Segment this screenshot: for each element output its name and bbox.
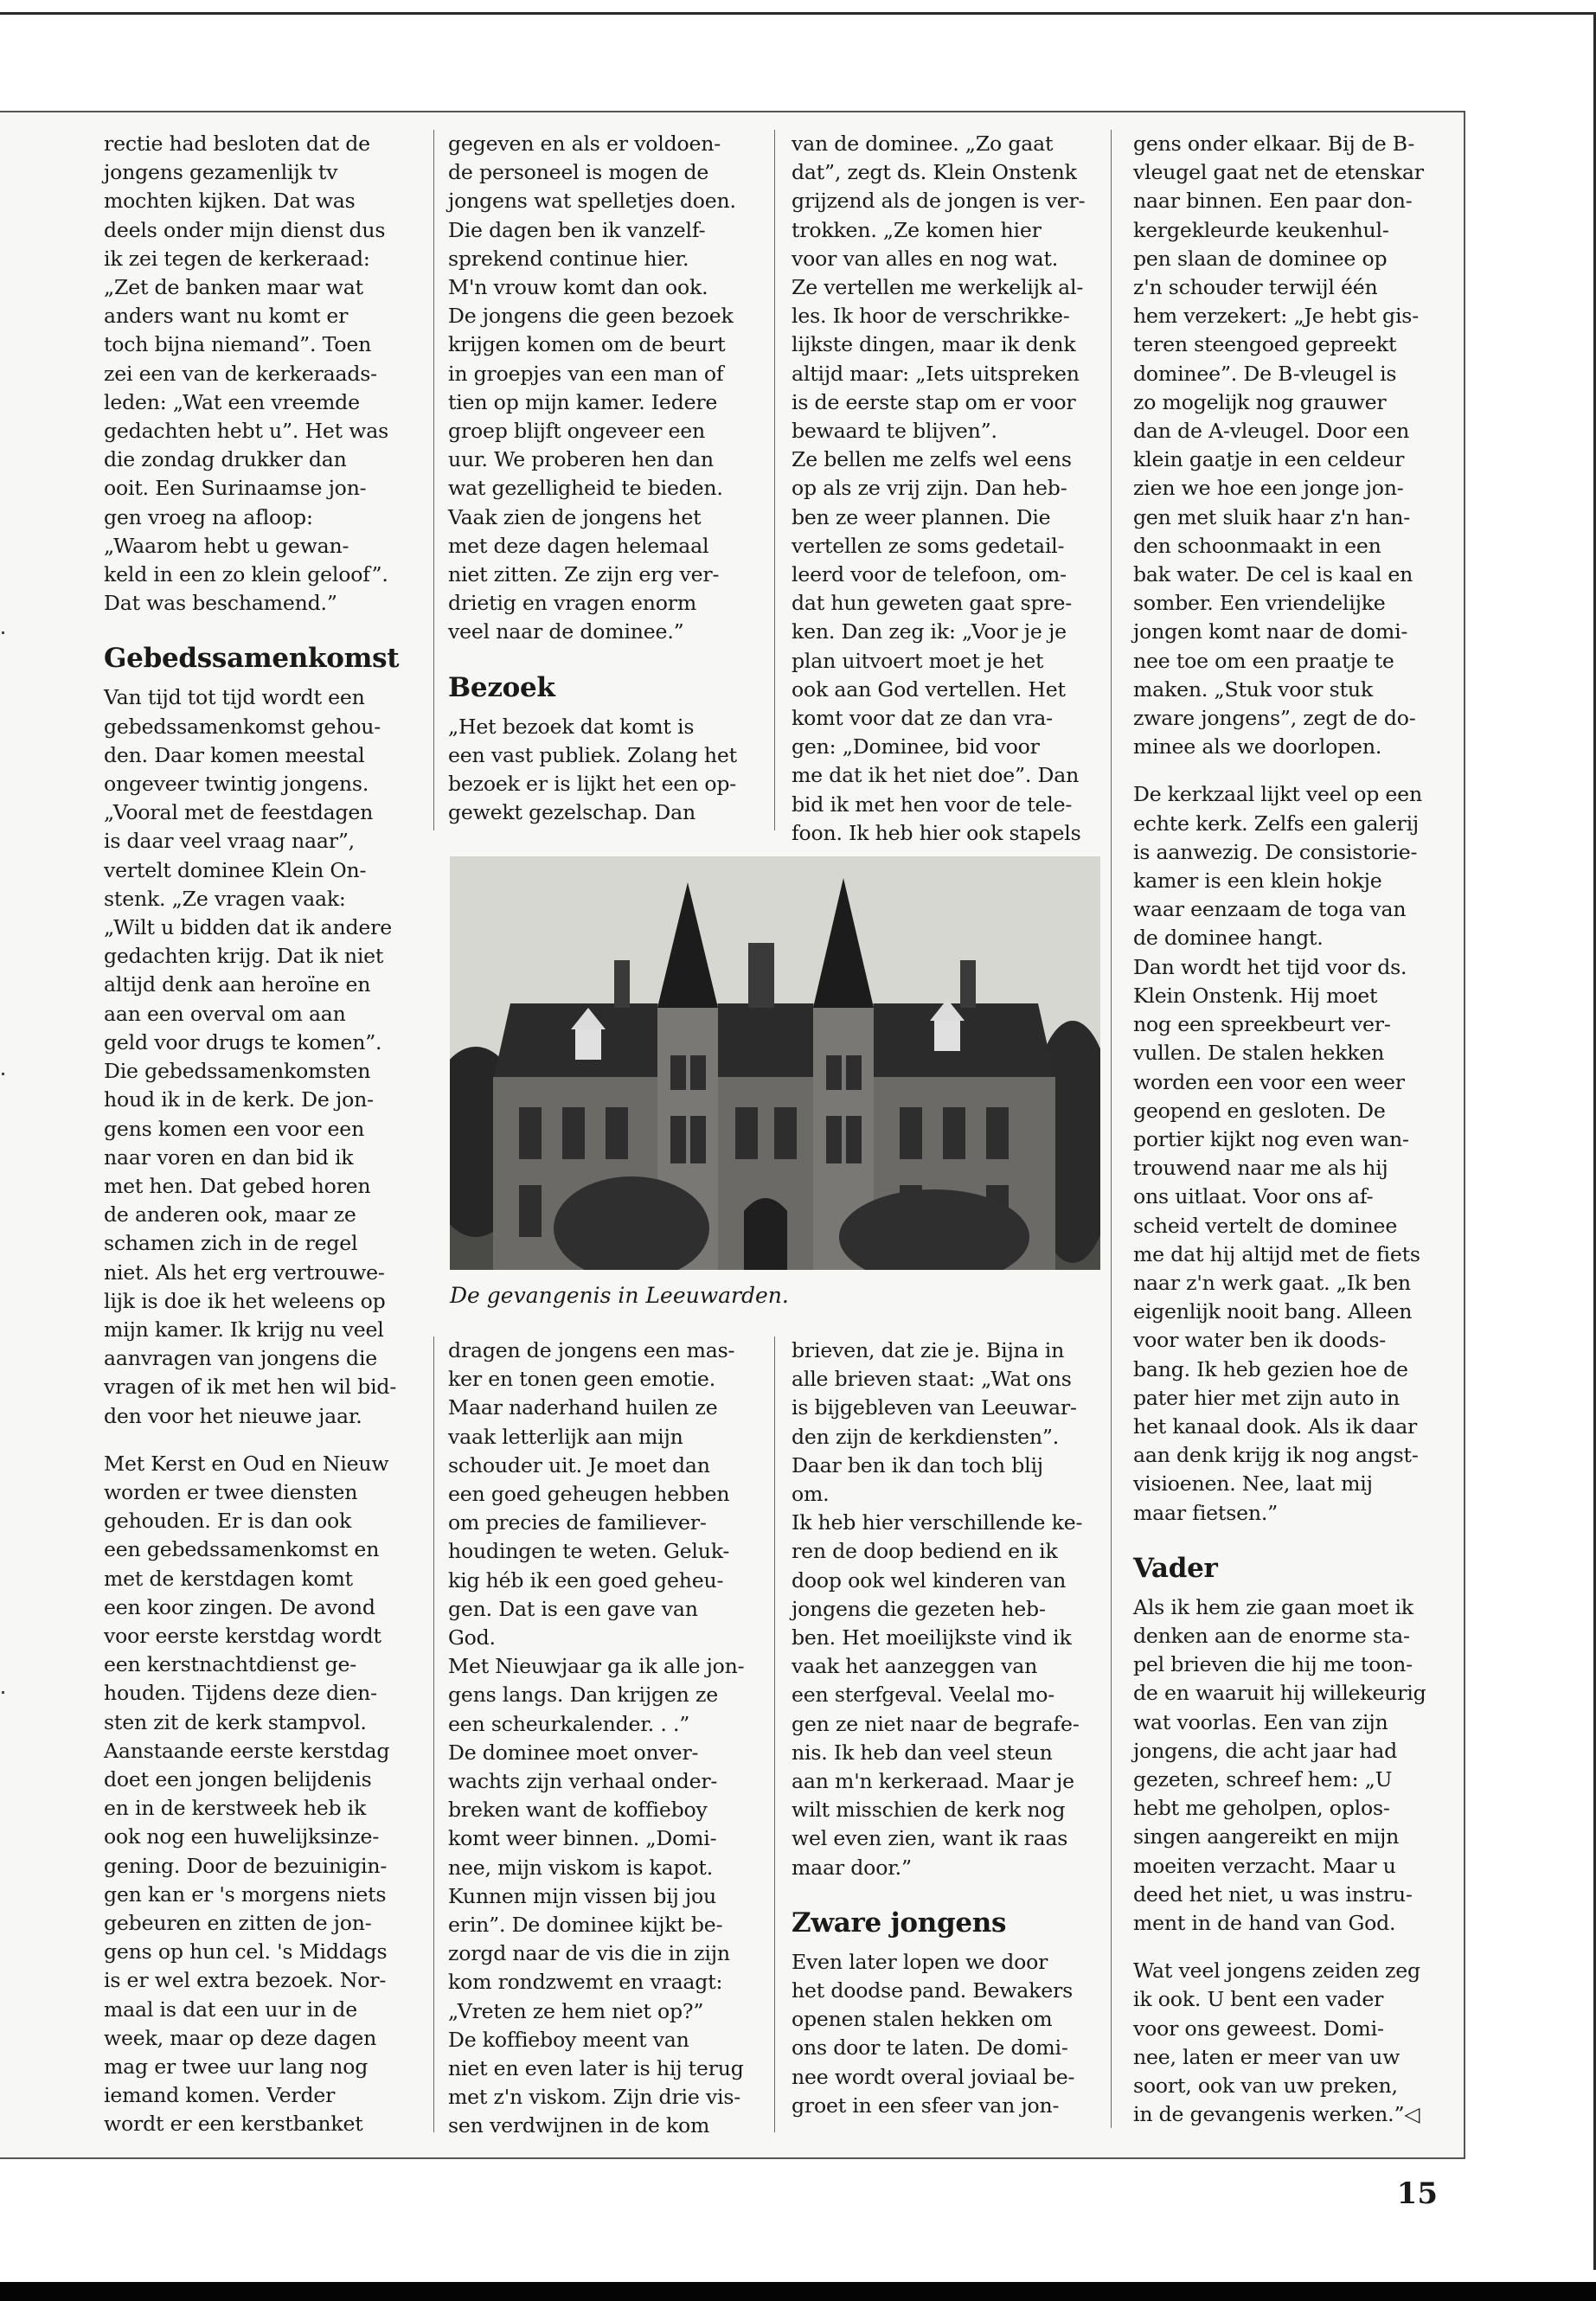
paragraph: Van tijd tot tijd wordt een gebedssamenkomst gehou- den. Daar komen meestal ongeveer twintig jongens. „Vooral met de feestdagen is daar veel vraag naar”, vertelt dominee Klein On- stenk. „Ze vragen vaak: „Wilt u bidden dat ik andere gedachten krijg. Dat ik niet altijd denk aan heroïne en aan een overval om aan geld voor drugs te komen”. Die gebedssamenkomsten houd ik in de kerk. De jon- gens komen een voor een naar voren en dan bid ik met hen. Dat gebed horen de anderen ook, maar ze schamen zich in de regel niet. Als het erg vertrouwe- lijk is doe ik het weleens op mijn kamer. Ik krijg nu veel aanvragen van jongens die vragen of ik met hen wil bid- den voor het nieuwe jaar. — [104, 685, 397, 1428]
paragraph: gegeven en als er voldoen- de personeel is mogen de jongens wat spelletjes doen. Die dagen ben ik vanzelf- sprekend continue hier. M'n vrouw komt dan ook. De jongens die geen bezoek krijgen komen om de beurt in groepjes van een man of tien op mijn kamer. Iedere groep blijft ongeveer een uur. We proberen hen dan wat gezelligheid te bieden. Vaak zien de jongens het met deze dagen helemaal niet zitten. Ze zijn erg ver- drietig en vragen enorm veel naar de dominee.” — [448, 131, 736, 644]
page-number: 15 — [1396, 2176, 1438, 2211]
paragraph: dragen de jongens een mas- ker en tonen geen emotie. Maar naderhand huilen ze vaak letterlijk aan mijn schouder uit. Je moet dan een goed geheugen hebben om precies de familiever- houdingen te weten. Geluk- kig héb ik een goed geheu- gen. Dat is een gave van God. Met Nieuwjaar ga ik alle jon- gens langs. Dan krijgen ze een scheurkalender. . .” De dominee moet onver- wachts zijn verhaal onder- breken want de koffieboy komt weer binnen. „Domi- nee, mijn viskom is kapot. Kunnen mijn vissen bij jou erin”. De dominee kijkt be- zorgd naar de vis die in zijn kom rondzwemt en vraagt: „Vreten ze hem niet op?” De koffieboy meent van niet en even later is hij terug met z'n viskom. Zijn drie vis- sen verdwijnen in de kom — [448, 1338, 745, 2138]
article-column-1 — [104, 130, 424, 2139]
end-mark-icon: ◁ — [1404, 2102, 1420, 2127]
paragraph-text: Wat veel jongens zeiden zeg ik ook. U bent een vader voor ons geweest. Domi- nee, laten er meer van uw soort, ook van uw preken, in de gevangenis werken.” — [1133, 1958, 1420, 2127]
paragraph: rectie had besloten dat de jongens gezamenlijk tv mochten kijken. Dat was deels onder mijn dienst dus ik zei tegen de kerkeraad: „Zet de banken maar wat anders want nu komt er toch bijna niemand”. Toen zei een van de kerkeraads- leden: „Wat een vreemde gedachten hebt u”. Het was die zondag drukker dan ooit. Een Surinaamse jon- gen vroeg na afloop: „Waarom hebt u gewan- keld in een zo klein geloof”. Dat was beschamend.” — [104, 131, 388, 616]
paragraph: gens onder elkaar. Bij de B- vleugel gaat net de etenskar naar binnen. Een paar don- kergekleurde keukenhul- pen slaan de dominee op z'n schouder terwijl één hem verzekert: „Je hebt gis- teren steengoed gepreekt dominee”. De B-vleugel is zo mogelijk nog grauwer dan de A-vleugel. Door een klein gaatje in een celdeur zien we hoe een jonge jon- gen met sluik haar z'n han- den schoonmaakt in een bak water. De cel is kaal en somber. Een vriendelijke jongen komt naar de domi- nee toe om een praatje te maken. „Stuk voor stuk zware jongens”, zegt de do- minee als we doorlopen. — [1133, 131, 1424, 760]
paragraph: Even later lopen we door het doodse pand. Bewakers openen stalen hekken om ons door te laten. De domi- nee wordt overal joviaal be- groet in een sfeer van jon- — [792, 1949, 1075, 2118]
section-heading-bezoek: Bezoek — [448, 671, 555, 703]
paragraph: Als ik hem zie gaan moet ik denken aan de enorme sta- pel brieven die hij me toon- de en waaruit hij willekeurig wat voorlas. Een van zijn jongens, die acht jaar had gezeten, schreef hem: „U hebt me geholpen, oplos- singen aangereikt en mijn moeiten verzacht. Maar u deed het niet, u was instru- ment in de hand van God. — [1133, 1594, 1426, 1935]
prison-photo — [450, 856, 1100, 1270]
margin-mark — [2, 631, 4, 634]
section-heading-vader: Vader — [1133, 1552, 1218, 1584]
article-column-3-top — [792, 130, 1112, 848]
margin-mark — [2, 1691, 4, 1694]
paragraph: van de dominee. „Zo gaat dat”, zegt ds. Klein Onstenk grijzend als de jongen is ver- trokken. „Ze komen hier voor van alles en nog wat. Ze vertellen me werkelijk al- les. Ik hoor de verschrikke- lijkste dingen, maar ik denk altijd maar: „Iets uitspreken is de eerste stap om er voor bewaard te blijven”. Ze bellen me zelfs wel eens op als ze vrij zijn. Dan heb- ben ze weer plannen. Die vertellen ze soms gedetail- leerd voor de telefoon, om- dat hun geweten gaat spre- ken. Dan zeg ik: „Voor je je plan uitvoert moet je het ook aan God vertellen. Het komt voor dat ze dan vra- gen: „Dominee, bid voor me dat ik het niet doe”. Dan bid ik met hen voor de tele- foon. Ik heb hier ook stapels — [792, 131, 1086, 845]
paragraph: De kerkzaal lijkt veel op een echte kerk. Zelfs een galerij is aanwezig. De consistorie- kamer is een klein hokje waar eenzaam de toga van de dominee hangt. Dan wordt het tijd voor ds. Klein Onstenk. Hij moet nog een spreekbeurt ver- vullen. De stalen hekken worden een voor een weer geopend en gesloten. De portier kijkt nog even wan- trouwend naar me als hij ons uitlaat. Voor ons af- scheid vertelt de dominee me dat hij altijd met de fiets naar z'n werk gaat. „Ik ben eigenlijk nooit bang. Alleen voor water ben ik doods- bang. Ik heb gezien hoe de pater hier met zijn auto in het kanaal dook. Als ik daar aan denk krijg ik nog angst- visioenen. Nee, laat mij maar fietsen.” — [1133, 782, 1422, 1525]
margin-mark — [2, 1073, 4, 1075]
paragraph — [1133, 1957, 1453, 2129]
section-heading-zware-jongens: Zware jongens — [792, 1907, 1007, 1939]
paragraph: „Het bezoek dat komt is een vast publiek. Zolang het bezoek er is lijkt het een op- gewekt gezelschap. Dan — [448, 714, 737, 825]
paragraph: brieven, dat zie je. Bijna in alle brieven staat: „Wat ons is bijgebleven van Leeuwar- den zijn de kerkdiensten”. Daar ben ik dan toch blij om. Ik heb hier verschillende ke- ren de doop bediend en ik doop ook wel kinderen van jongens die gezeten heb- ben. Het moeilijkste vind ik vaak het aanzeggen van een sterfgeval. Veelal mo- gen ze niet naar de begrafe- nis. Ik heb dan veel steun aan m'n kerkeraad. Maar je wilt misschien de kerk nog wel even zien, want ik raas maar door.” — [792, 1338, 1083, 1880]
article-column-3-bottom — [792, 1336, 1112, 2120]
prison-building-illustration — [450, 856, 1100, 1270]
column-separator — [774, 130, 775, 830]
top-rule — [0, 12, 1596, 15]
column-separator — [774, 1336, 775, 2132]
paragraph: Met Kerst en Oud en Nieuw worden er twee diensten gehouden. Er is dan ook een gebedssamenkomst en met de kerstdagen komt een koor zingen. De avond voor eerste kerstdag wordt een kerstnachtdienst ge- houden. Tijdens deze dien- sten zit de kerk stampvol. Aanstaande eerste kerstdag doet een jongen belijdenis en in de kerstweek heb ik ook nog een huwelijksinze- gening. Door de bezuinigin- gen kan er 's morgens niets gebeuren en zitten de jon- gens op hun cel. 's Middags is er wel extra bezoek. Nor- maal is dat een uur in de week, maar op deze dagen mag er twee uur lang nog iemand komen. Verder wordt er een kerstbanket — [104, 1451, 390, 2137]
section-heading-gebedssamenkomst: Gebedssamenkomst — [104, 643, 400, 675]
bottom-bar — [0, 2282, 1596, 2301]
photo-caption: De gevangenis in Leeuwarden. — [450, 1283, 789, 1308]
article-column-4 — [1133, 130, 1453, 2129]
column-separator — [433, 130, 434, 830]
column-separator — [433, 1336, 434, 2132]
article-column-2-top — [448, 130, 768, 827]
article-column-2-bottom — [448, 1336, 768, 2141]
